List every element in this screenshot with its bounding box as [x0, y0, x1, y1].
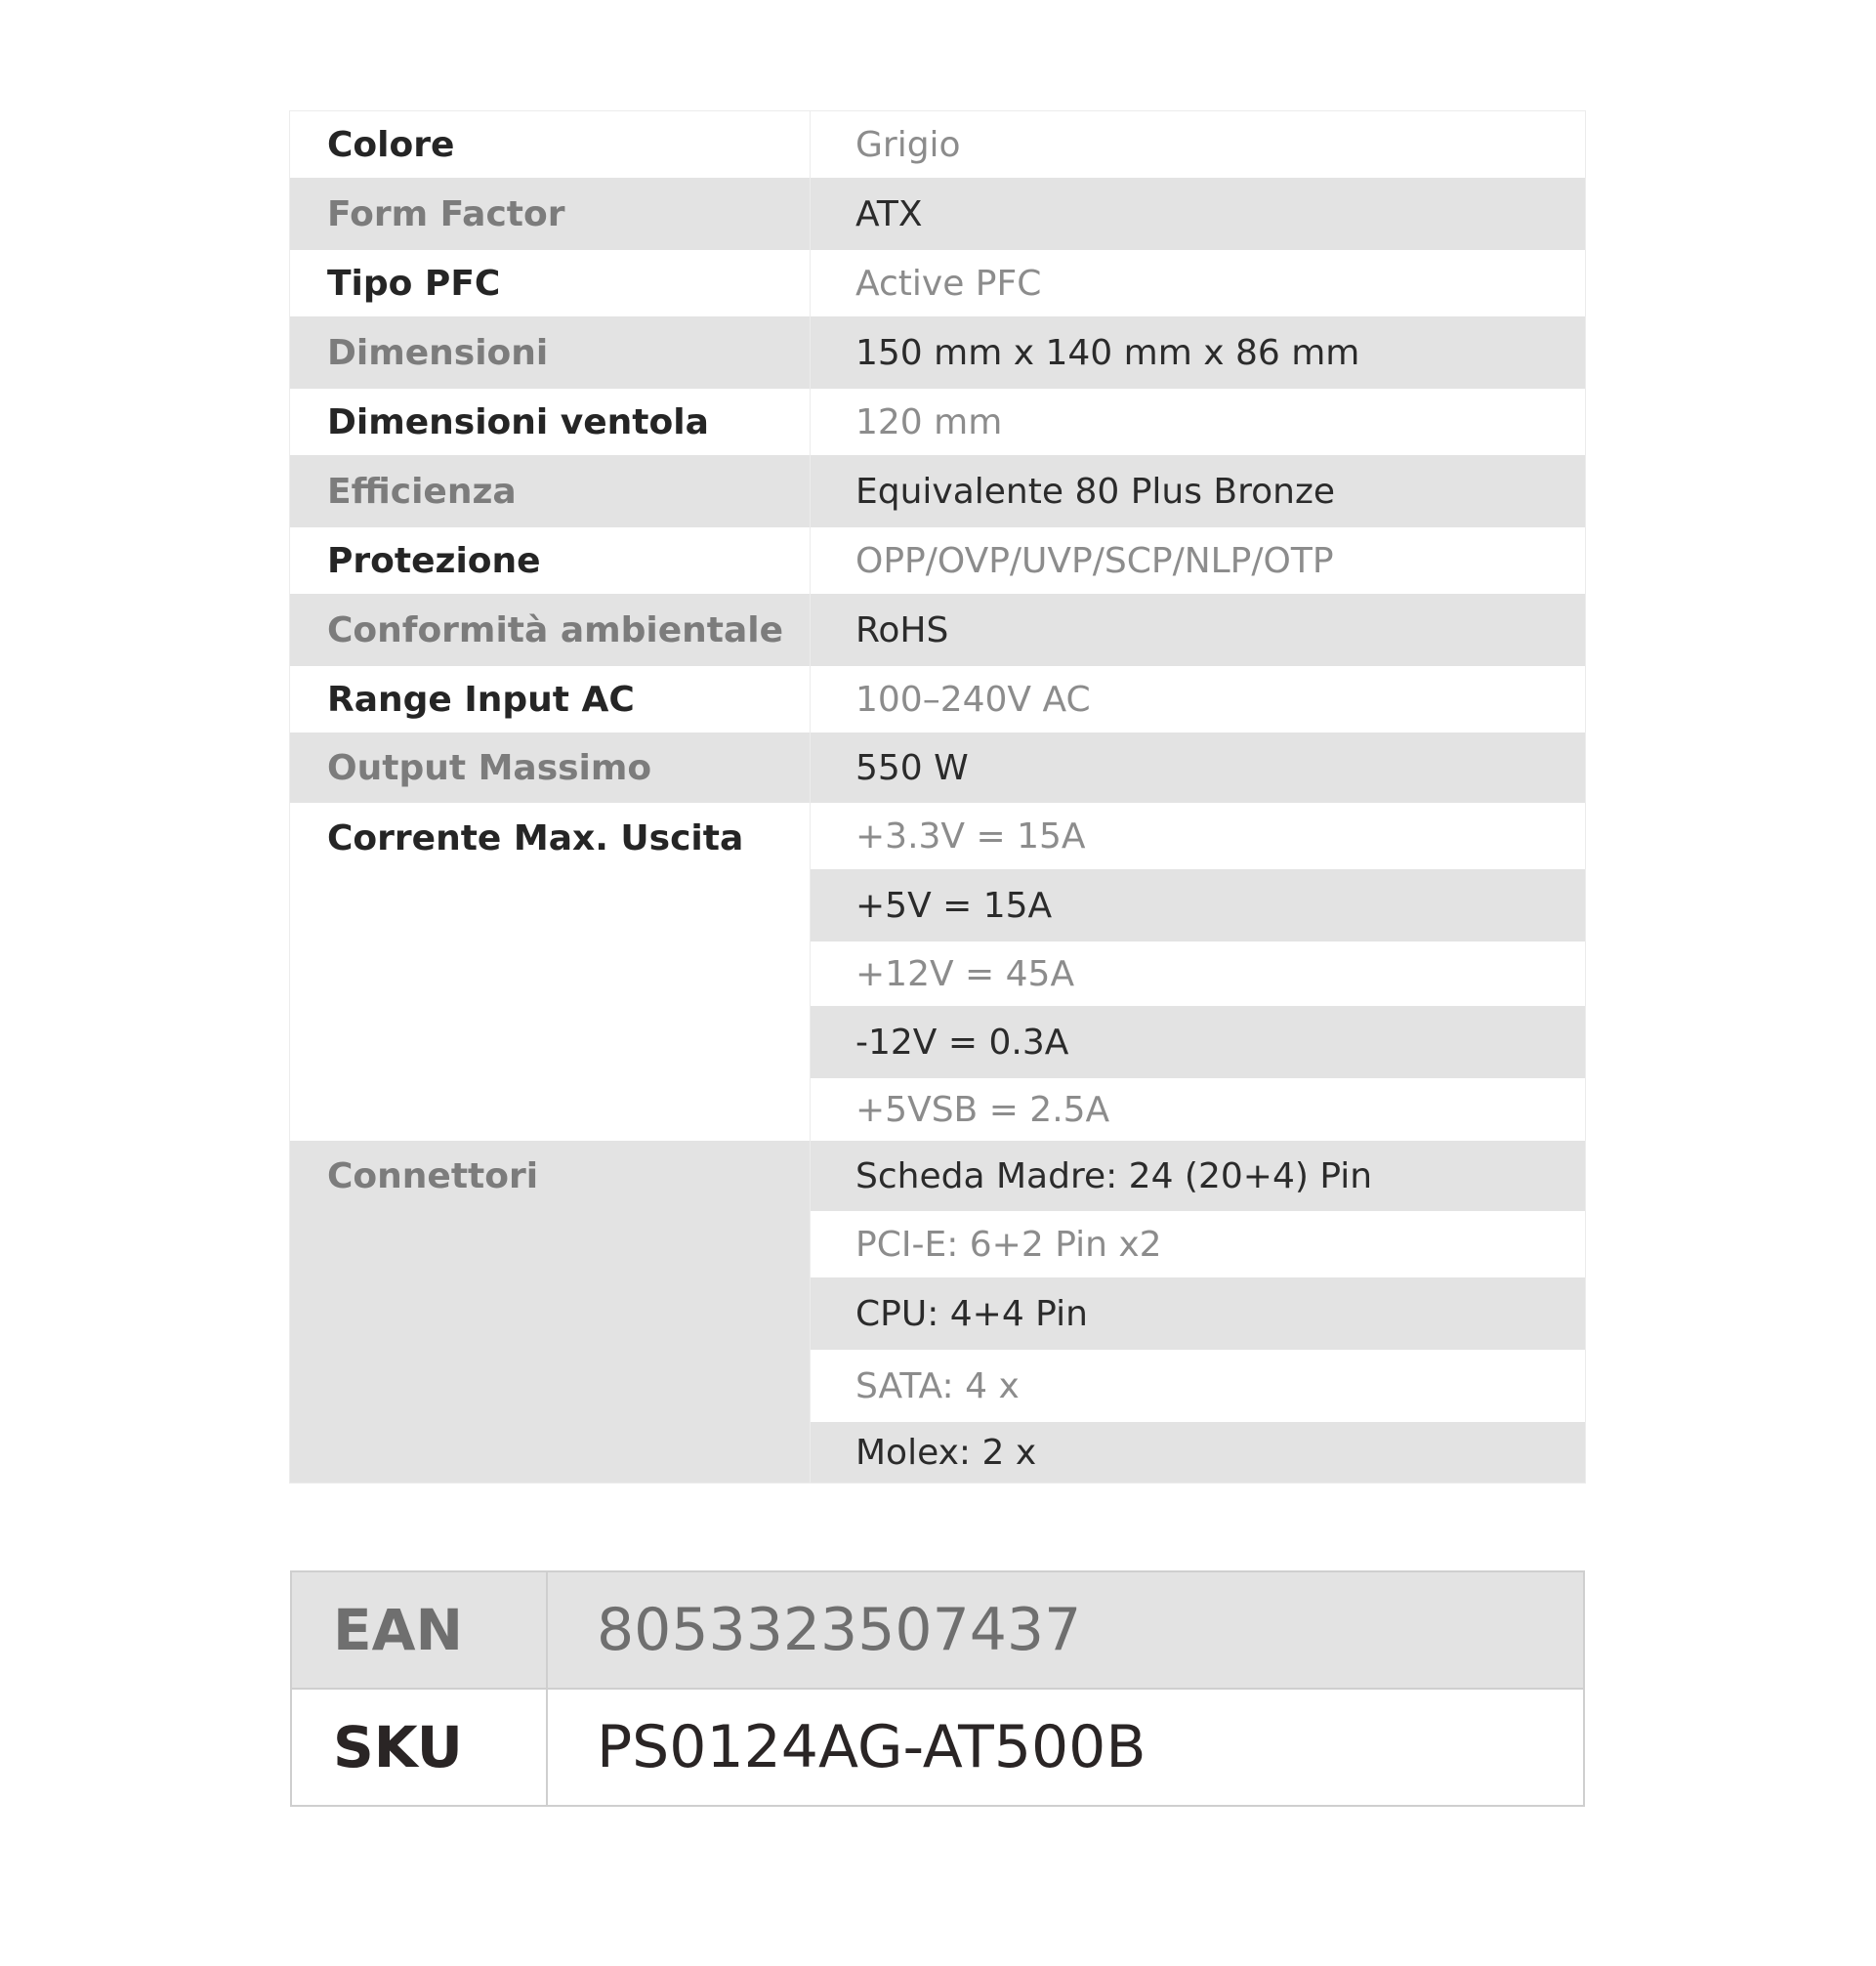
spec-label: Tipo PFC [290, 250, 811, 316]
codes-table [290, 1570, 1585, 1807]
spec-label: Connettori [290, 1141, 811, 1483]
spec-row-output-massimo [290, 732, 1585, 803]
spec-row-efficienza [290, 455, 1585, 527]
sku-value: PS0124AG-AT500B [597, 1713, 1146, 1781]
sku-row [292, 1688, 1583, 1805]
spec-row-dimensioni [290, 316, 1585, 389]
spec-subvalues [811, 803, 1585, 1141]
spec-row-range-input-ac [290, 666, 1585, 732]
spec-row-dimensioni-ventola [290, 389, 1585, 455]
spec-value: RoHS [855, 609, 949, 650]
spec-label: Output Massimo [290, 732, 811, 803]
spec-label: Corrente Max. Uscita [290, 803, 811, 1141]
spec-value: OPP/OVP/UVP/SCP/NLP/OTP [855, 540, 1334, 581]
spec-label: Conformità ambientale [290, 594, 811, 666]
spec-label: Colore [290, 111, 811, 178]
spec-value: 550 W [855, 747, 969, 788]
spec-value: Grigio [855, 124, 961, 165]
spec-row-protezione [290, 527, 1585, 594]
sku-label: SKU [292, 1690, 548, 1805]
spec-subvalue: CPU: 4+4 Pin [811, 1277, 1585, 1350]
spec-value: 120 mm [855, 401, 1003, 442]
spec-label: Dimensioni ventola [290, 389, 811, 455]
spec-label: Efficienza [290, 455, 811, 527]
spec-row-conformita-ambientale [290, 594, 1585, 666]
ean-row [292, 1572, 1583, 1688]
spec-subvalue: +5VSB = 2.5A [811, 1078, 1585, 1141]
spec-value: ATX [855, 193, 923, 234]
spec-value: Equivalente 80 Plus Bronze [855, 471, 1336, 512]
spec-subvalue: SATA: 4 x [811, 1350, 1585, 1422]
spec-label: Form Factor [290, 178, 811, 250]
spec-row-colore [290, 111, 1585, 178]
spec-row-tipo-pfc [290, 250, 1585, 316]
spec-table [289, 110, 1586, 1484]
spec-subvalues [811, 1141, 1585, 1483]
spec-subvalue: Scheda Madre: 24 (20+4) Pin [811, 1141, 1585, 1211]
ean-value: 8053323507437 [597, 1596, 1082, 1664]
spec-value: Active PFC [855, 263, 1042, 304]
spec-subvalue: Molex: 2 x [811, 1422, 1585, 1483]
ean-label: EAN [292, 1572, 548, 1688]
spec-label: Range Input AC [290, 666, 811, 732]
spec-label: Dimensioni [290, 316, 811, 389]
spec-subvalue: PCI-E: 6+2 Pin x2 [811, 1211, 1585, 1277]
spec-label: Protezione [290, 527, 811, 594]
spec-subvalue: +3.3V = 15A [811, 803, 1585, 869]
spec-group-connettori [290, 1141, 1585, 1483]
spec-row-form-factor [290, 178, 1585, 250]
spec-subvalue: -12V = 0.3A [811, 1006, 1585, 1078]
spec-value: 150 mm x 140 mm x 86 mm [855, 332, 1360, 373]
spec-value: 100–240V AC [855, 679, 1091, 720]
spec-subvalue: +12V = 45A [811, 941, 1585, 1006]
spec-subvalue: +5V = 15A [811, 869, 1585, 941]
spec-group-corrente [290, 803, 1585, 1141]
